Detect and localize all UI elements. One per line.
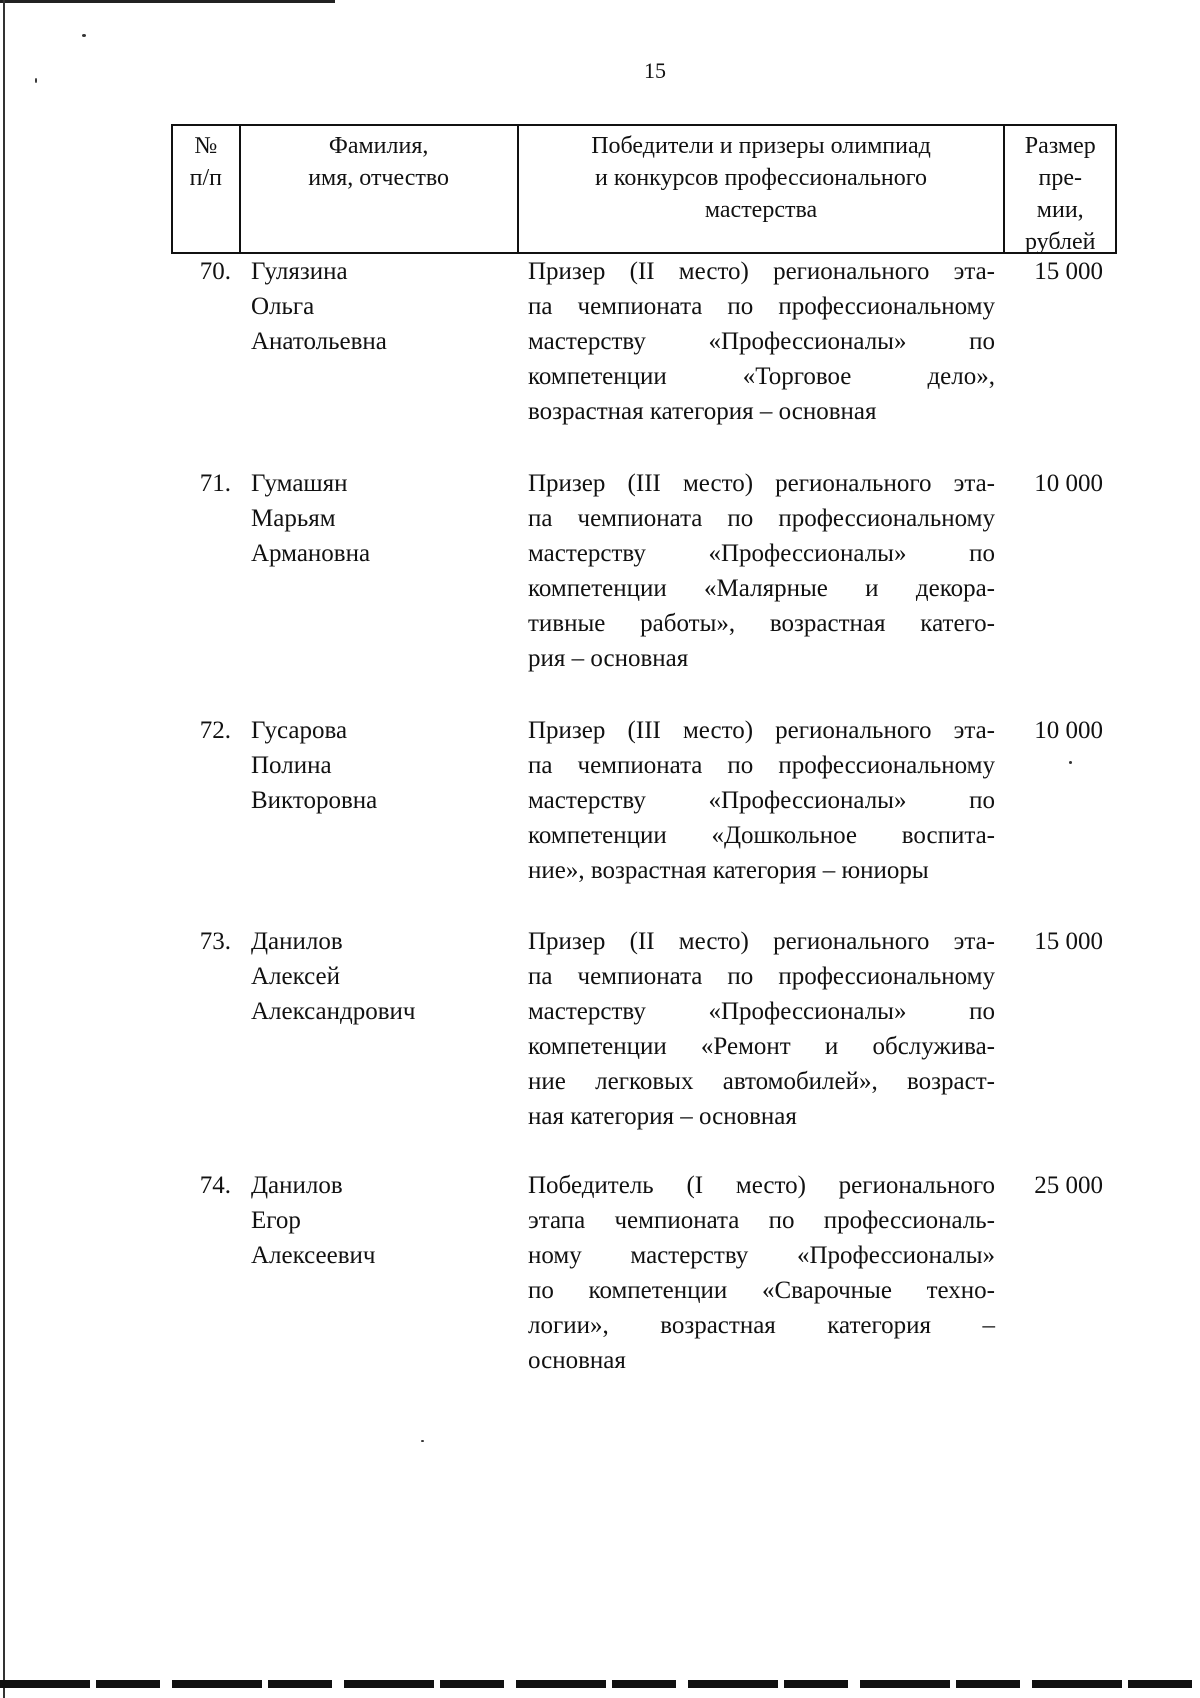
header-num — [173, 126, 241, 252]
table-row — [171, 254, 1117, 429]
description-line: рия – основная — [528, 645, 689, 672]
description-line: па чемпионата по профессиональному — [528, 505, 995, 532]
description-line: ние», возрастная категория – юниоры — [528, 857, 929, 884]
name-line: Егор — [251, 1207, 301, 1234]
description-line: па чемпионата по профессиональному — [528, 752, 995, 779]
name-line: Гулязина — [251, 258, 348, 285]
name-line: Алексей — [251, 963, 341, 990]
description-line: компетенции «Малярные и декора- — [528, 575, 995, 602]
description-line: мастерству «Профессионалы» по — [528, 540, 995, 567]
name-line: Александрович — [251, 998, 416, 1025]
description-line: логии», возрастная категория – — [528, 1312, 995, 1339]
name-line: Марьям — [251, 505, 336, 532]
prize-amount: 15 000 — [1034, 258, 1103, 285]
description-line: этапа чемпионата по профессиональ- — [528, 1207, 995, 1234]
recipient-name — [239, 713, 518, 888]
description-line: па чемпионата по профессиональному — [528, 293, 995, 320]
description-line: мастерству «Профессионалы» по — [528, 998, 995, 1025]
header-line: рублей — [1025, 229, 1096, 255]
award-description — [518, 466, 1007, 676]
header-line: Победители и призеры олимпиад — [591, 133, 931, 159]
name-line: Викторовна — [251, 787, 378, 814]
header-line: имя, отчество — [308, 165, 450, 191]
row-number: 71. — [199, 470, 231, 497]
table-header — [171, 124, 1117, 254]
scan-edge-left — [3, 0, 5, 1698]
award-description — [518, 254, 1007, 429]
row-number: 74. — [199, 1172, 231, 1199]
description-line: Призер (III место) регионального эта- — [528, 470, 995, 497]
name-line: Гумашян — [251, 470, 348, 497]
description-line: Призер (II место) регионального эта- — [528, 928, 995, 955]
header-line: п/п — [189, 165, 223, 191]
row-number: 72. — [199, 717, 231, 744]
description-line: мастерству «Профессионалы» по — [528, 328, 995, 355]
award-description — [518, 924, 1007, 1134]
header-amount — [1005, 126, 1115, 255]
header-line: мии, — [1036, 197, 1084, 223]
header-line: Размер — [1024, 133, 1096, 159]
description-line: компетенции «Ремонт и обслужива- — [528, 1033, 995, 1060]
scan-speck — [82, 34, 86, 37]
prize-amount: 15 000 — [1034, 928, 1103, 955]
name-line: Алексеевич — [251, 1242, 376, 1269]
page-number: 15 — [644, 58, 666, 83]
header-line: и конкурсов профессионального — [595, 165, 927, 191]
recipient-name — [239, 466, 518, 676]
scan-edge-top — [0, 0, 335, 3]
table-row — [171, 1168, 1117, 1378]
header-name — [241, 126, 519, 252]
name-line: Анатольевна — [251, 328, 387, 355]
description-line: Победитель (I место) регионального — [528, 1172, 995, 1199]
description-line: мастерству «Профессионалы» по — [528, 787, 995, 814]
name-line: Гусарова — [251, 717, 348, 744]
name-line: Армановна — [251, 540, 371, 567]
description-line: основная — [528, 1347, 626, 1374]
row-number: 70. — [199, 258, 231, 285]
header-line: № — [194, 133, 218, 159]
description-line: по компетенции «Сварочные техно- — [528, 1277, 995, 1304]
header-line: мастерства — [704, 197, 818, 223]
description-line: ние легковых автомобилей», возраст- — [528, 1068, 995, 1095]
header-line: пре- — [1038, 165, 1082, 191]
table-row — [171, 466, 1117, 676]
description-line: Призер (III место) регионального эта- — [528, 717, 995, 744]
header-line: Фамилия, — [328, 133, 429, 159]
recipient-name — [239, 924, 518, 1134]
row-number: 73. — [199, 928, 231, 955]
recipient-name — [239, 1168, 518, 1378]
prize-amount: 25 000 — [1034, 1172, 1103, 1199]
scan-edge-bottom — [0, 1680, 1200, 1688]
award-description — [518, 1168, 1007, 1378]
name-line: Ольга — [251, 293, 315, 320]
description-line: Призер (II место) регионального эта- — [528, 258, 995, 285]
name-line: Данилов — [251, 1172, 343, 1199]
prize-amount: 10 000 — [1034, 470, 1103, 497]
scan-speck — [421, 1440, 424, 1442]
header-desc — [519, 126, 1006, 252]
description-line: па чемпионата по профессиональному — [528, 963, 995, 990]
description-line: возрастная категория – основная — [528, 398, 877, 425]
table-row — [171, 924, 1117, 1134]
table-row — [171, 713, 1117, 888]
description-line: компетенции «Дошкольное воспита- — [528, 822, 995, 849]
table-body — [171, 254, 1117, 1378]
description-line: тивные работы», возрастная катего- — [528, 610, 995, 637]
description-line: ная категория – основная — [528, 1103, 797, 1130]
award-table — [171, 124, 1117, 1378]
name-line: Данилов — [251, 928, 343, 955]
award-description — [518, 713, 1007, 888]
description-line: компетенции «Торговое дело», — [528, 363, 995, 390]
name-line: Полина — [251, 752, 332, 779]
recipient-name — [239, 254, 518, 429]
description-line: ному мастерству «Профессионалы» — [528, 1242, 995, 1269]
prize-amount: 10 000 — [1034, 717, 1103, 744]
